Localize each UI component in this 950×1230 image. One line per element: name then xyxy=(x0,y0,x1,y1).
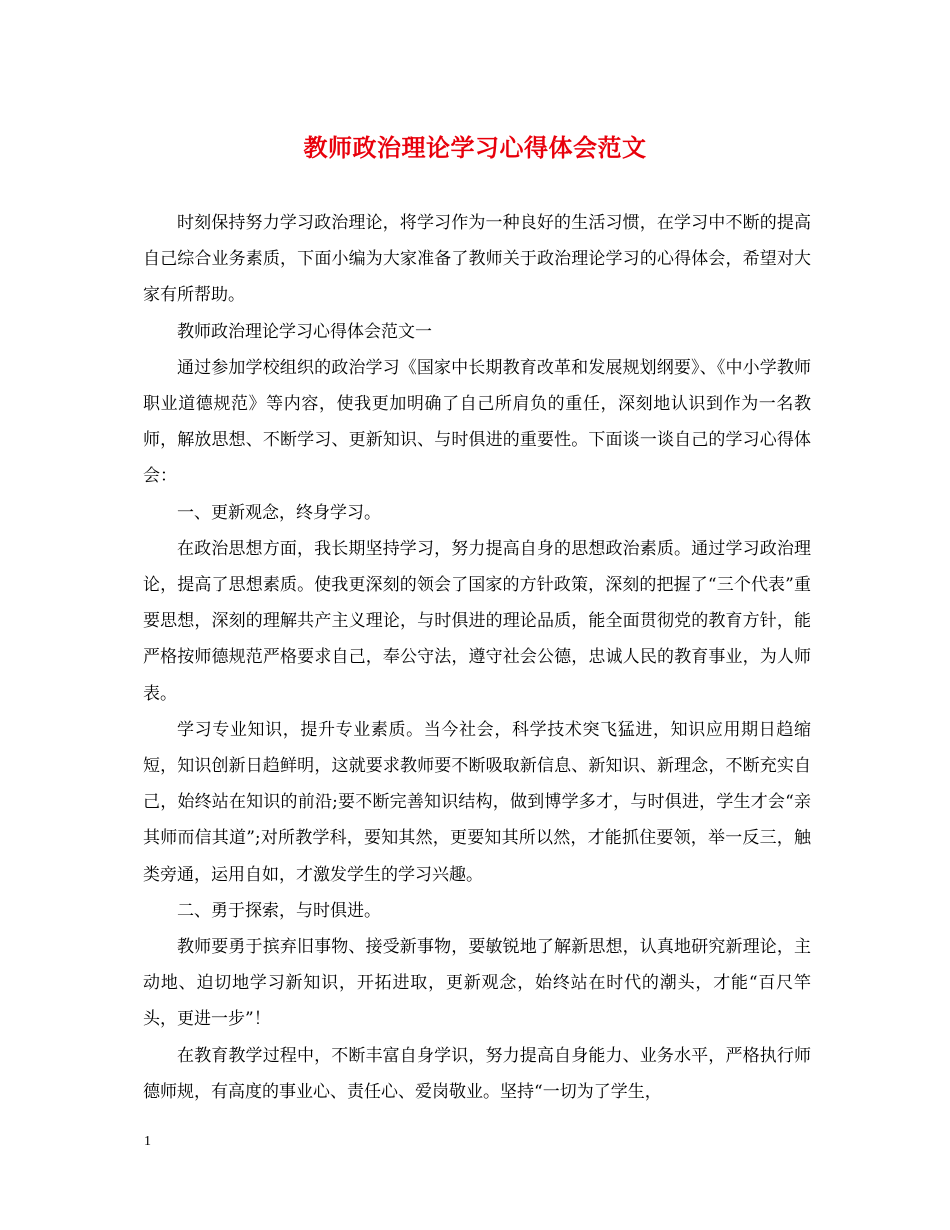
paragraph-intro: 时刻保持努力学习政治理论，将学习作为一种良好的生活习惯，在学习中不断的提高自己综合业务素质，下面小编为大家准备了教师关于政治理论学习的心得体会，希望对大家有所帮助。 xyxy=(143,213,811,306)
paragraph-subtitle: 教师政治理论学习心得体会范文一 xyxy=(177,321,432,342)
paragraph-teaching-process: 在教育教学过程中，不断丰富自身学识，努力提高自身能力、业务水平，严格执行师德师规，有高度的事业心、责任心、爱岗敬业。坚持“一切为了学生， xyxy=(143,1045,811,1102)
page-number: 1 xyxy=(144,1134,151,1149)
section-heading-2: 二、勇于探索，与时俱进。 xyxy=(177,900,381,921)
paragraph-political-thought: 在政治思想方面，我长期坚持学习，努力提高自身的思想政治素质。通过学习政治理论，提高了思想素质。使我更深刻的领会了国家的方针政策，深刻的把握了“三个代表”重要思想，深刻的理解共产主义理论，与时俱进的理论品质，能全面贯彻党的教育方针，能严格按师德规范严格要求自己，奉公守法，遵守社会公德，忠诚人民的教育事业，为人师表。 xyxy=(143,538,811,704)
section-heading-1: 一、更新观念，终身学习。 xyxy=(177,502,381,523)
document-body xyxy=(143,205,811,1110)
paragraph-study-overview: 通过参加学校组织的政治学习《国家中长期教育改革和发展规划纲要》、《中小学教师职业道德规范》等内容，使我更加明确了自己所肩负的重任，深刻地认识到作为一名教师，解放思想、不断学习、更新知识、与时俱进的重要性。下面谈一谈自己的学习心得体会： xyxy=(143,357,811,487)
paragraph-explore: 教师要勇于摈弃旧事物、接受新事物，要敏锐地了解新思想，认真地研究新理论，主动地、迫切地学习新知识，开拓进取，更新观念，始终站在时代的潮头，才能“百尺竿头，更进一步”！ xyxy=(143,937,811,1030)
document-title: 教师政治理论学习心得体会范文 xyxy=(303,133,647,162)
paragraph-professional-knowledge: 学习专业知识，提升专业素质。当今社会，科学技术突飞猛进，知识应用期日趋缩短，知识创新日趋鲜明，这就要求教师要不断吸取新信息、新知识、新理念，不断充实自己，始终站在知识的前沿;要不断完善知识结构，做到博学多才，与时俱进，学生才会“亲其师而信其道”;对所教学科，要知其然，更要知其所以然，才能抓住要领，举一反三，触类旁通，运用自如，才激发学生的学习兴趣。 xyxy=(143,719,811,885)
